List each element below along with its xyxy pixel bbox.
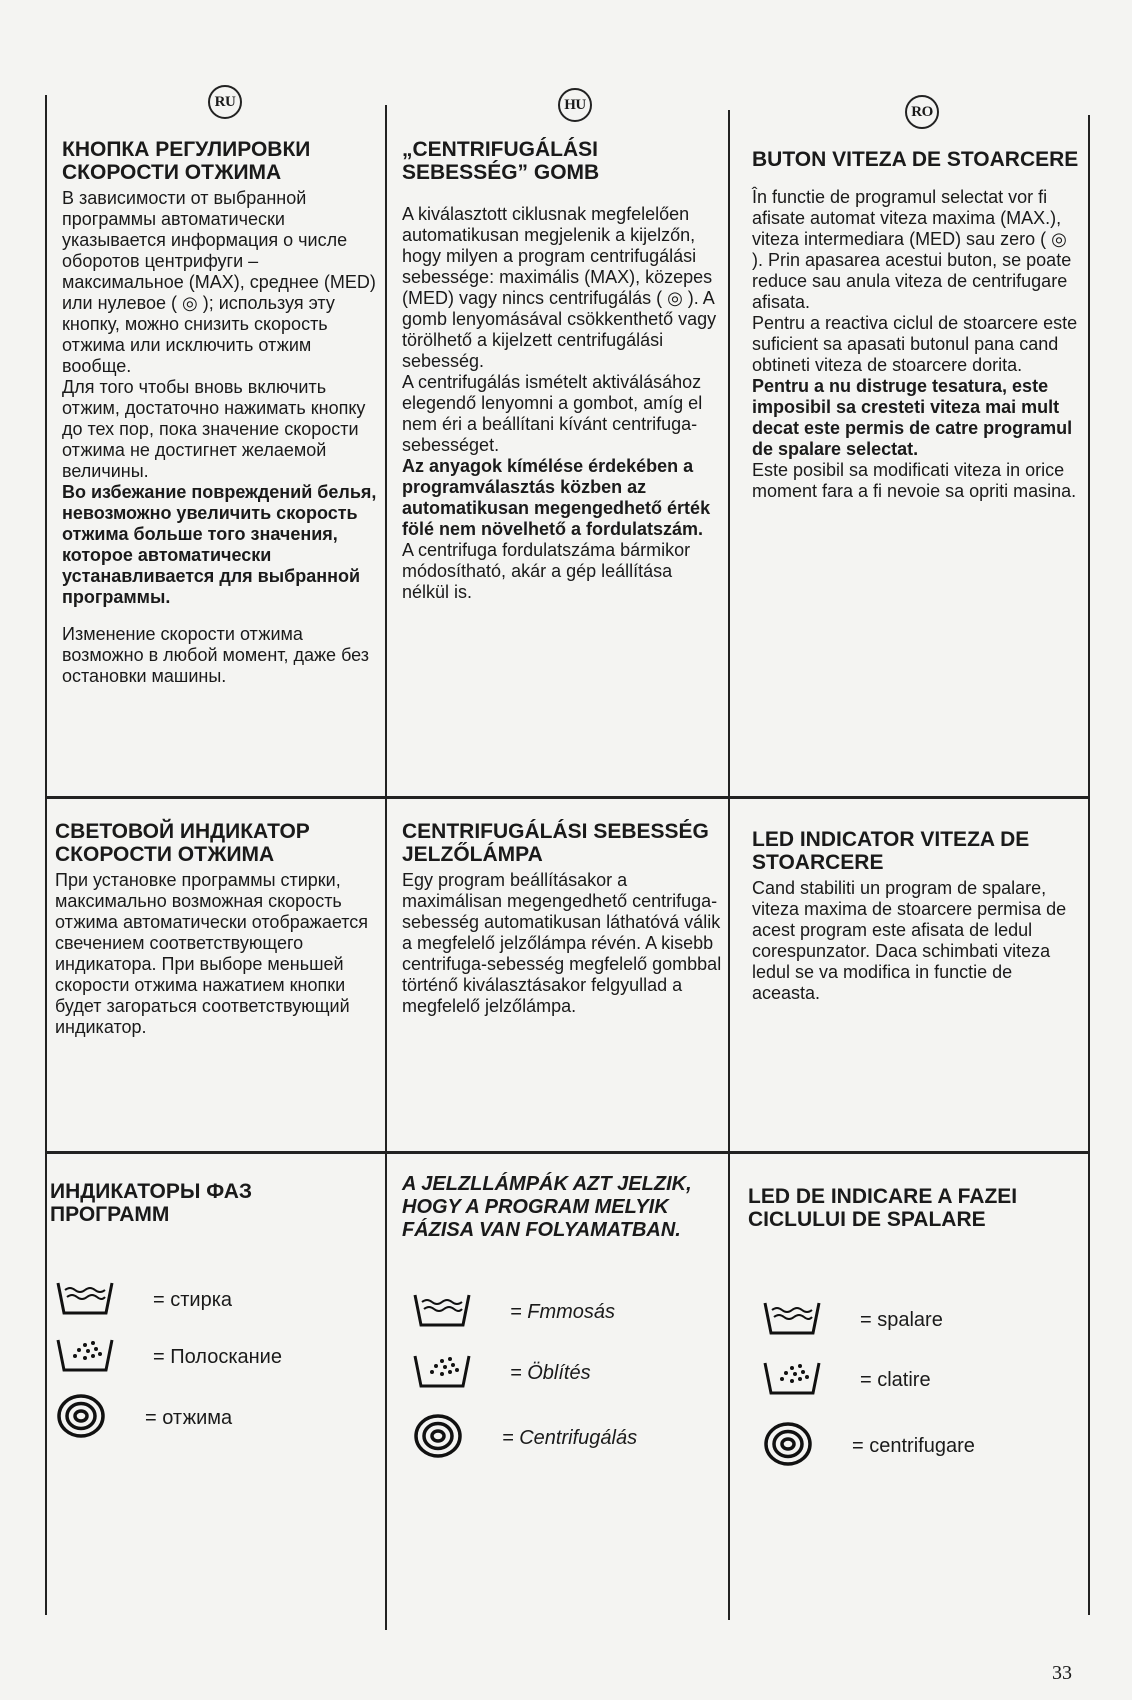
rinse-shower-icon — [412, 1353, 472, 1394]
ru-phase-rinse-label: = Полоскание — [153, 1346, 282, 1368]
ro-spin-button-text-2: Pentru a reactiva ciclul de stoarcere este suficient sa apasati butonul pana cand obtineti viteza de stoarcere dorita. — [752, 313, 1078, 375]
ru-spin-button-title: КНОПКА РЕГУЛИРОВКИ СКОРОСТИ ОТЖИМА — [62, 138, 311, 184]
ru-phase-spin-label: = отжима — [145, 1407, 233, 1429]
ru-phase-rinse — [55, 1337, 282, 1378]
column-rule-mid-2 — [728, 110, 730, 1620]
ru-spin-led-section — [55, 820, 375, 1038]
rinse-shower-icon — [55, 1337, 115, 1378]
hu-phase-wash-label: = Fmmosás — [510, 1301, 616, 1323]
hu-spin-button-title: „CENTRIFUGÁLÁSI SEBESSÉG” GOMB — [402, 138, 600, 184]
spin-spiral-icon — [762, 1420, 814, 1473]
row-rule-2 — [45, 1151, 1090, 1154]
ro-spin-led-title: LED INDICATOR VITEZA DE STOARCERE — [752, 828, 1030, 874]
hu-phase-title: A JELZLLÁMPÁK AZT JELZIK, HOGY A PROGRAM MELYIK FÁZISA VAN FOLYAMATBAN. — [402, 1173, 692, 1241]
wash-tub-icon — [762, 1300, 822, 1341]
hu-spin-led-title: CENTRIFUGÁLÁSI SEBESSÉG JELZŐLÁMPA — [402, 820, 709, 866]
hu-phase-spin — [412, 1412, 637, 1465]
ro-phase-spin — [762, 1420, 975, 1473]
hu-phase-wash — [412, 1292, 615, 1333]
ro-phase-rinse — [762, 1360, 931, 1401]
spin-spiral-icon — [55, 1392, 107, 1445]
ro-spin-button-text-1: În functie de programul selectat vor fi afisate automat viteza maxima (MAX.), viteza intermediara (MED) sau zero ( ◎ ). Prin apasarea acestui buton, se poate reduce sau anula viteza de centrifugare afisata. — [752, 187, 1072, 312]
lang-badge-hu: HU — [558, 88, 592, 122]
rinse-shower-icon — [762, 1360, 822, 1401]
wash-tub-icon — [412, 1292, 472, 1333]
hu-spin-button-warning: Az anyagok kímélése érdekében a programválasztás közben az automatikusan megengedhető érték fölé nem növelhető a fordulatszám. — [402, 456, 711, 539]
hu-spin-led-section — [402, 820, 722, 1017]
ru-phase-wash — [55, 1280, 232, 1321]
ru-spin-button-text-1: В зависимости от выбранной программы автоматически указывается информация о числе оборотов центрифуги – максимальное (MAX), среднее (MED) или нулевое ( ◎ ); используя эту кнопку, можно снизить скорость отжима или исключить отжим вообще. — [62, 188, 376, 376]
hu-phase-rinse-label: = Öblítés — [510, 1362, 591, 1384]
ro-spin-button-title: BUTON VITEZA DE STOARCERE — [752, 148, 1079, 171]
ru-phase-section — [50, 1180, 370, 1230]
wash-tub-icon — [55, 1280, 115, 1321]
ru-phase-spin — [55, 1392, 232, 1445]
column-rule-right — [1088, 115, 1090, 1615]
ru-spin-led-text: При установке программы стирки, максимально возможная скорость отжима автоматически отображается свечением соответствующего индикатора. При выборе меньшей скорости отжима нажатием кнопки будет загораться соответствующий индикатор. — [55, 870, 369, 1037]
ru-spin-button-text-2: Для того чтобы вновь включить отжим, достаточно нажимать кнопку до тех пор, пока значение скорости отжима не достигнет желаемой величины. — [62, 377, 366, 481]
hu-phase-section — [402, 1173, 722, 1246]
hu-spin-button-text-2: A centrifugálás ismételt aktiválásához elegendő lenyomni a gombot, amíg el nem éri a beállítani kívánt centrifuga-sebességet. — [402, 372, 703, 455]
column-rule-mid-1 — [385, 105, 387, 1630]
ro-phase-spin-label: = centrifugare — [852, 1435, 975, 1457]
ro-spin-button-warning: Pentru a nu distruge tesatura, este imposibil sa cresteti viteza mai mult decat este permis de catre programul de spalare selectat. — [752, 376, 1073, 459]
ro-phase-title: LED DE INDICARE A FAZEI CICLULUI DE SPALARE — [748, 1185, 1018, 1231]
ro-phase-section — [748, 1185, 1078, 1235]
row-rule-1 — [45, 796, 1090, 799]
ru-spin-button-text-4: Изменение скорости отжима возможно в любой момент, даже без остановки машины. — [62, 624, 370, 686]
hu-spin-button-text-4: A centrifuga fordulatszáma bármikor módosítható, akár a gép leállítása nélkül is. — [402, 540, 691, 602]
lang-badge-ru: RU — [208, 85, 242, 119]
hu-spin-button-text-1: A kiválasztott ciklusnak megfelelően automatikusan megjelenik a kijelzőn, hogy milyen a program centrifugálási sebessége: maximális (MAX), közepes (MED) vagy nincs centrifugálás ( ◎ ). A gomb lenyomásával csökkenthető vagy törölhető a kijelzett centrifugálási sebesség. — [402, 204, 717, 371]
ro-phase-wash-label: = spalare — [860, 1309, 943, 1331]
ru-phase-title: ИНДИКАТОРЫ ФАЗ ПРОГРАММ — [50, 1180, 253, 1226]
ru-phase-wash-label: = стирка — [153, 1289, 233, 1311]
ro-spin-button-text-4: Este posibil sa modificati viteza in orice moment fara a fi nevoie sa opriti masina. — [752, 460, 1077, 501]
hu-phase-spin-label: = Centrifugálás — [502, 1427, 638, 1449]
ru-spin-led-title: СВЕТОВОЙ ИНДИКАТОР СКОРОСТИ ОТЖИМА — [55, 820, 310, 866]
ro-spin-led-section — [752, 828, 1082, 1004]
ro-spin-led-text: Cand stabiliti un program de spalare, viteza maxima de stoarcere permisa de acest program este afisata de ledul corespunzator. Daca schimbati viteza ledul se va modifica in functie de aceasta. — [752, 878, 1067, 1003]
hu-phase-rinse — [412, 1353, 591, 1394]
column-rule-left — [45, 95, 47, 1615]
ru-spin-button-warning: Во избежание повреждений белья, невозможно увеличить скорость отжима больше того значения, которое автоматически устанавливается для выбранной программы. — [62, 482, 377, 607]
hu-spin-led-text: Egy program beállításakor a maximálisan megengedhető centrifuga-sebesség automatikusan láthatóvá válik a megfelelő jelzőlámpa révén. A kisebb centrifuga-sebesség megfelelő gombbal történő kiválasztásakor felgyullad a megfelelő jelzőlámpa. — [402, 870, 722, 1016]
hu-spin-button-section — [402, 138, 722, 603]
ru-spin-button-section — [62, 138, 380, 687]
spin-spiral-icon — [412, 1412, 464, 1465]
page-number: 33 — [1052, 1662, 1072, 1684]
ro-phase-rinse-label: = clatire — [860, 1369, 931, 1391]
ro-spin-button-section — [752, 148, 1082, 502]
ro-phase-wash — [762, 1300, 943, 1341]
lang-badge-ro: RO — [905, 95, 939, 129]
